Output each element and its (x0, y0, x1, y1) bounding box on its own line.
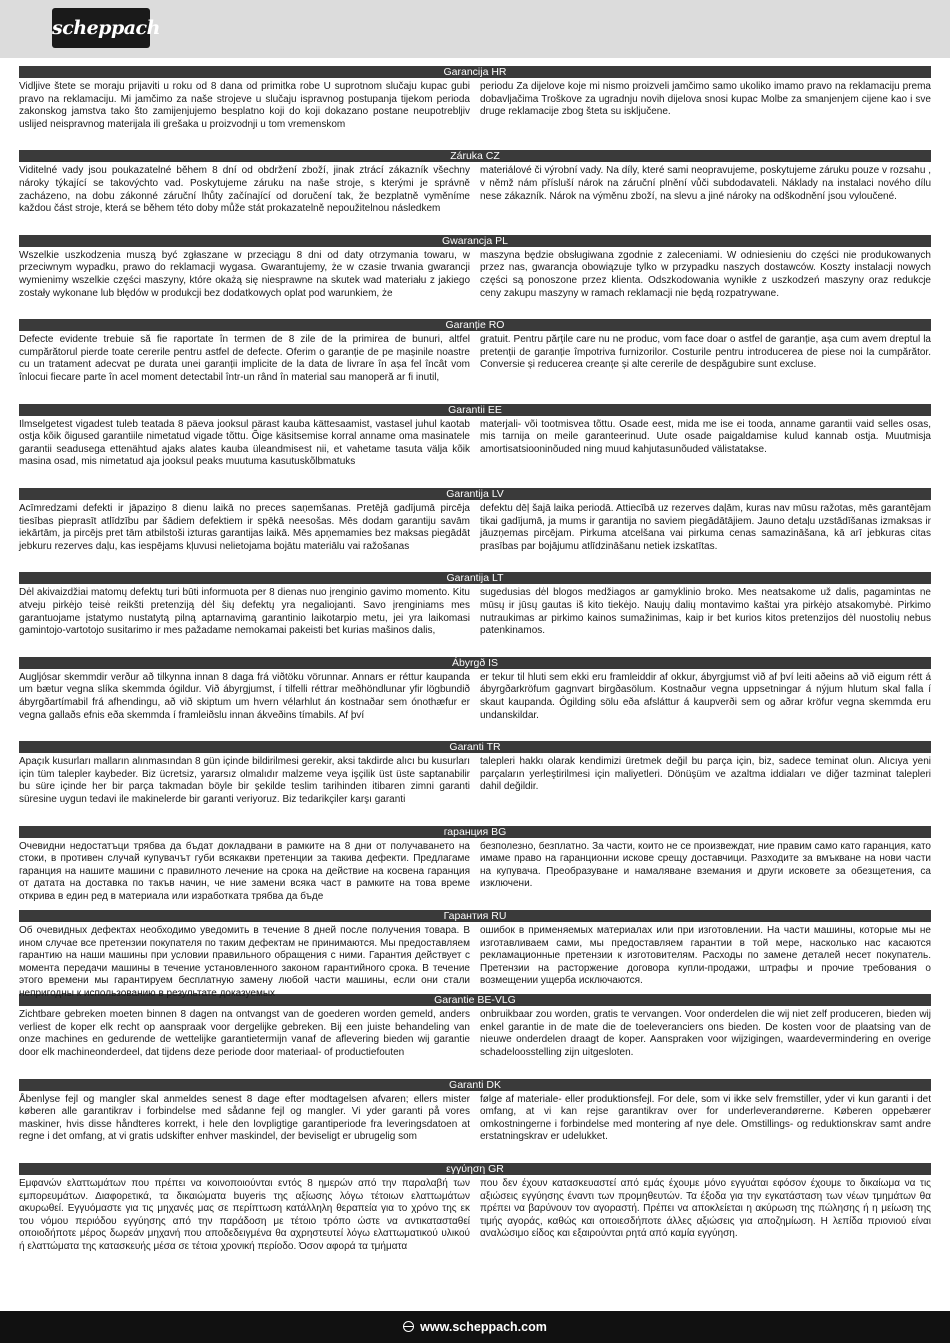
section-text-left: Об очевидных дефектах необходимо уведомить в течение 8 дней после получения товара. В ином случае все претензии покупателя по таким дефектам не принимаются. Мы предоставляем гарантию на наши машины при условии правильного обращения с ними. Гарантия действует с момента передачи машины в течение установленного законом гарантийного срока. В течение этого времени мы гарантируем бесплатную замену любой части машины, если они стали непригодны к использованию в результате доказуемых (19, 924, 470, 999)
section-text-left: Ilmselgetest vigadest tuleb teatada 8 päeva jooksul pärast kauba kättesaamist, vastasel juhul kaotab ostja kõik õigused garantiile nimetatud vigade tõttu. Õige käsitsemise korral anname oma masinatele garantii seadusega ettenähtud ajaks alates kauba üleandmisest nii, et vahetame tasuta välja kõik masina osad, mis nimetatud aja jooksul peaks muutuma kasutuskõlbmatuks (19, 418, 470, 468)
section-header: Garanti TR (19, 741, 931, 753)
section-header: εγγύηση GR (19, 1163, 931, 1175)
warranty-section (19, 66, 931, 150)
section-header: Garancija HR (19, 66, 931, 78)
warranty-section (19, 1079, 931, 1163)
section-text-right: безполезно, безплатно. За части, които не се произвеждат, ние правим само като гаранция, като имаме право на гаранционни искове срещу доставчици. Разходите за вмъкване на нови части на купувача. Преобразуване и намаляване вземания и други исковете за обезщетения, са изключени. (480, 840, 931, 890)
section-columns (19, 1178, 931, 1253)
section-header: Ábyrgð IS (19, 657, 931, 669)
section-header: Garanție RO (19, 319, 931, 331)
section-text-right: er tekur til hluti sem ekki eru framleiddir af okkur, ábyrgjumst við af því leiti aðeins að við eigum rétt á ábyrgðarkröfum gagnvart birgðasölum. Kostnaður vegna uppsetningar á nýjum hlutum skal falla í skaut kaupanda. Ógilding sölu eða afsláttur á kaupverði sem og aðrar kröfur vegna skemmda eru undanskildar. (480, 671, 931, 721)
section-text-right: følge af materiale- eller produktionsfejl. For dele, som vi ikke selv fremstiller, yder vi kun garanti i det omfang, at vi kan rejse garantikrav over for underleverandørerne. Køberen oppebærer omkostningerne i forbindelse med montering af nye dele. Omstillings- og reduktionskrav samt andre erstatningskrav er udelukket. (480, 1093, 931, 1143)
warranty-section (19, 319, 931, 403)
section-text-right: sugedusias dėl blogos medžiagos ar gamyklinio broko. Mes neatsakome už dalis, pagamintas ne mūsų ir jūsų gautas iš kito tiekėjo. Naujų dalių montavimo kaštai yra pirkėjo atsakomybė. Pirkimo nutraukimas ar pirkimo kainos sumažinimas, kaip ir bet kurios kitos pretenzijos dėl nuostolių nebus patenkinamos. (480, 587, 931, 637)
section-text-left: Очевидни недостатъци трябва да бъдат докладвани в рамките на 8 дни от получаването на стоки, в противен случай купувачът губи всякакви претенции за такива дефекти. Предлагаме гаранция на нашите машини с правилното лечение на срока на действие на косвена гаранция от датата на доставка по такъв начин, че ние замени всяка част в рамките на това време открива в един ред в материала или изработката трябва да бъде (19, 840, 470, 902)
warranty-section (19, 826, 931, 910)
warranty-sections (19, 66, 931, 1253)
section-header: гаранция BG (19, 826, 931, 838)
section-columns (19, 81, 931, 145)
section-header: Garantii EE (19, 404, 931, 416)
section-columns (19, 1094, 931, 1158)
section-text-left: Åbenlyse fejl og mangler skal anmeldes senest 8 dage efter modtagelsen afvaren; ellers mister køberen alle garantikrav i forbindelse med sådanne fejl og mangler. Vi yder garanti på vores maskiner, hvis disse håndteres korrekt, i hele den lovpligtige garantiperiode fra leveringsdatoen at regne i det omfang, at vi gratis udskifter enhver maskindel, der beviseligt er ubrugelig som (19, 1093, 470, 1143)
section-header: Garantija LT (19, 572, 931, 584)
warranty-section (19, 488, 931, 572)
footer-bar (0, 1311, 950, 1343)
section-header: Гарантия RU (19, 910, 931, 922)
warranty-section (19, 235, 931, 319)
section-columns (19, 841, 931, 905)
section-text-right: ошибок в применяемых материалах или при изготовлении. На части машины, которые мы не изготавливаем сами, мы предоставляем гарантии в той мере, насколько нас касаются рекламационные претензии к изготовителям. Расходы по замене деталей несет покупатель. Претензии на расторжение договора купли-продажи, штрафы и прочие требования о возмещении ущерба исключаются. (480, 924, 931, 987)
section-columns (19, 756, 931, 820)
section-text-left: Defecte evidente trebuie să fie raportate în termen de 8 zile de la primirea de bunuri, altfel cumpărătorul pierde toate cererile pentru astfel de defecte. Oferim o garanție de pe mașinile noastre cu un tratament adecvat pe durata unei garanții implicite de la data de livrare în așa fel încât vom înlocui fiecare parte în acel moment detectabil într-un rând în material sau manoperă ar fi inutil, (19, 334, 470, 383)
warranty-section (19, 994, 931, 1078)
section-text-left: Zichtbare gebreken moeten binnen 8 dagen na ontvangst van de goederen worden gemeld, anders verliest de koper elk recht op aanspraak voor dergelijke gebreken. Bij een juiste behandeling van onze machines en gedurende de wettelijke garantietermijn vanaf de aflevering bieden wij garantie door elk machineonderdeel, dat tijdens deze periode door materiaal- of productiefouten (19, 1009, 470, 1059)
warranty-section (19, 404, 931, 488)
section-columns (19, 165, 931, 229)
header-band (0, 0, 950, 58)
section-text-right: gratuit. Pentru părțile care nu ne produc, vom face doar o astfel de garanție, așa cum avem dreptul la pretenții de garanție împotriva furnizorilor. Costurile pentru introducerea de piese noi la cumpărător. Conversie și reducerea creanțe și alte cererile de despăgubire sunt excluse. (480, 334, 931, 371)
section-text-right: talepleri hakkı olarak kendimizi üretmek değil bu parça için, biz, sadece teminat olun. Alıcıya yeni parçaların yerleştirilmesi için maliyetleri. Dönüşüm ve azaltma iddiaları ve diğer tazminat talepleri dahil değildir. (480, 756, 931, 793)
section-header: Gwarancja PL (19, 235, 931, 247)
section-text-left: Dėl akivaizdžiai matomų defektų turi būti informuota per 8 dienas nuo įrenginio gavimo momento. Kitu atveju pirkėjo teisė reikšti pretenziją dėl šių defektų yra negaliojanti. Savo įrenginiams mes garantuojame įstatymo nustatytą pilną aptarnavimą garantinio laikotarpio metu, jei yra laikomasi gamintojo-vartotojo susitarimo ir mes pažadame nemokamai pakeisti bet kurias mašinos dalis, (19, 587, 470, 637)
section-text-right: maszyna będzie obsługiwana zgodnie z zaleceniami. W odniesieniu do części nie produkowanych przez nas, gwarancja obowiązuje tylko w przypadku naszych dostawców. Koszty instalacji nowych części są ponoszone przez klienta. Odszkodowania wynikłe z uszkodzeń maszyny oraz redukcje ceny zakupu maszyny w ramach reklamacji nie będą rozpatrywane. (480, 249, 931, 299)
section-header: Záruka CZ (19, 150, 931, 162)
warranty-section (19, 657, 931, 741)
footer-url[interactable]: www.scheppach.com (420, 1320, 547, 1334)
section-text-left: Vidljive štete se moraju prijaviti u roku od 8 dana od primitka robe U suprotnom slučaju kupac gubi pravo na reklamaciju. Mi jamčimo za naše strojeve u slučaju ispravnog postupanja tijekom perioda zakonskog jamstva tako što zamijenjujemo besplatno koji do koji dokazano postane neupotrebljiv uslijed neispravnog materijala ili grešaka u proizvodnji u tom vremenskom (19, 81, 470, 130)
section-columns (19, 419, 931, 483)
section-columns (19, 924, 931, 999)
section-text-right: periodu Za dijelove koje mi nismo proizveli jamčimo samo ukoliko imamo pravo na reklamaciju prema dobavljačima Troškove za ugradnju novih dijelova snosi kupac Molbe za smanjenjem cijene kao i sve druge reklamacije zbog šteta su isključene. (480, 81, 931, 118)
section-text-right: defektu dēļ šajā laika periodā. Attiecībā uz rezerves daļām, kuras nav mūsu ražotas, mēs garantējam tikai gadījumā, ja mums ir garantija no saviem piegādātājiem. Jauno detaļu uzstādīšanas izmaksas ir jāuzņemas pircējam. Pirkuma atcelšana vai pirkuma cenas samazināšana, kā arī jebkuras citas prasības par bojājumu atlīdzināšanu netiek izskatītas. (480, 502, 931, 552)
section-text-left: Viditelné vady jsou poukazatelné během 8 dní od obdržení zboží, jinak ztrácí zákazník všechny nároky týkající se takovýchto vad. Poskytujeme záruku na naše stroje, s kterými je správně zacházeno, na dobu zákonné záruční lhůty začínající od doručení tak, že bezplatně vyměníme každou část stroje, která se během této doby může stát prokazatelně nepoužitelnou následkem (19, 165, 470, 215)
warranty-section (19, 572, 931, 656)
section-text-left: Apaçık kusurları malların alınmasından 8 gün içinde bildirilmesi gerekir, aksi takdirde alıcı bu kusurları için tüm talepler kaybeder. Biz ücretsiz, yararsız olmalıdır malzeme veya işçilik üst üste saptanabilir bu süre içinde her bir parça takmadan böyle bir şekilde teslim tarihinden itibaren zimni garanti süresine uygun tedavi ile makinelerde bir garanti veriyoruz. Biz tedarikçiler karşı garanti (19, 756, 470, 805)
section-text-left: Wszelkie uszkodzenia muszą być zgłaszane w przeciągu 8 dni od daty otrzymania towaru, w przeciwnym wypadku, prawo do reklamacji wygasa. Gwarantujemy, że w czasie trwania gwarancji wymienimy wszelkie części maszyny, które okażą się niesprawne na skutek wad materiału z jakiego zostały wykonane lub błędów w produkcji bez dodatkowych oplat pod warunkiem, że (19, 249, 470, 299)
section-header: Garantija LV (19, 488, 931, 500)
section-columns (19, 503, 931, 567)
section-text-right: onbruikbaar zou worden, gratis te vervangen. Voor onderdelen die wij niet zelf produceren, bieden wij enkel garantie in de mate die de toeleveranciers ons bieden. De kosten voor de plaatsing van de nieuwe onderdelen draagt de koper. Aanspraken voor wijzigingen, waardevermindering en overige schadeloosstelling zijn uitgesloten. (480, 1009, 931, 1059)
section-columns (19, 587, 931, 651)
section-text-right: materiálové či výrobní vady. Na díly, které sami neopravujeme, poskytujeme záruku pouze v rozsahu , v němž nám přísluší nárok na záruční plnění vůči subdodavateli. Náklady na instalaci nového dílu nese zákazník. Nárok na výměnu zboží, na slevu a jiné nároky na odškodnění jsou vyloučené. (480, 165, 931, 202)
scheppach-logo: scheppach (52, 8, 150, 48)
section-columns (19, 250, 931, 314)
section-text-left: Εμφανών ελαττωμάτων που πρέπει να κοινοποιούνται εντός 8 ημερών από την παραλαβή των εμπορευμάτων. Διαφορετικά, τα δικαιώματα buyeris της αξίωσης λόγω τέτοιων ελαττωμάτων ακυρωθεί. Εγγυόμαστε για τις μηχανές μας σε περίπτωση κατάλληλη θεραπεία για το χρόνο της εκ του νόμου περιόδου εγγύησης από την παράδοση με τέτοιο τρόπο ώστε να αντικατασταθεί οποιοδήποτε μέρος δωρεάν μηχανή που αποδεδειγμένα θα αχρηστευτεί λόγω ελαττωματικού υλικού ή ελαττώματα της κατασκευής μέσα σε τέτοια χρονική περίοδο. Όσον αφορά τα τμήματα (19, 1178, 470, 1253)
section-header: Garantie BE-VLG (19, 994, 931, 1006)
section-text-left: Augljósar skemmdir verður að tilkynna innan 8 daga frá viðtöku vörunnar. Annars er réttur kaupanda um bætur vegna slíka skemmda ógildur. Við ábyrgjumst, í tilfelli réttrar meðhöndlunar yfir lögbundið ábyrgðartímabil frá afhendingu, að við skiptum um hvern vélarhlut án kostnaðar sem ónothæfur er vegna gallaðs efnis eða skemmda í framleiðslu innan ákveðins tímabils. Af því (19, 671, 470, 721)
section-header: Garanti DK (19, 1079, 931, 1091)
section-columns (19, 334, 931, 398)
section-text-right: materjali- või tootmisvea tõttu. Osade eest, mida me ise ei tooda, anname garantii vaid selles osas, mis tarnija on meile garanteerinud. Uute osade paigaldamise kulud kannab ostja. Muutmisja amortisatsiooninõuded ning muud kahjutasunõuded välistatakse. (480, 418, 931, 455)
section-columns (19, 1009, 931, 1073)
warranty-section (19, 1163, 931, 1253)
section-text-left: Acīmredzami defekti ir jāpaziņo 8 dienu laikā no preces saņemšanas. Pretējā gadījumā pircēja tiesības pieprasīt atlīdzību par šādiem defektiem ir spēkā neesošas. Mēs dodam garantiju savām iekārtām, ja pircējs pret tām atbilstoši izturas garantijas laikā. Mēs apņemamies bez maksas piegādāt jebkuru rezerves daļu, kas iespējams kļuvusi nelietojama bojātu materiālu vai ražošanas (19, 502, 470, 552)
warranty-section (19, 741, 931, 825)
globe-icon (403, 1321, 414, 1332)
warranty-section (19, 150, 931, 234)
section-columns (19, 672, 931, 736)
section-text-right: που δεν έχουν κατασκευαστεί από εμάς έχουμε μόνο εγγυάται εφόσον έχουμε το δικαίωμα να τις αξιώσεις εγγύησης έναντι των προμηθευτών. Τα έξοδα για την εγκατάσταση των νέων τμημάτων θα πρέπει να βαρύνουν τον αγοραστή. Πρέπει να αποκλείεται η ακύρωση της πώλησης ή η μείωση της τιμής αγοράς, καθώς και οποιεσδήποτε άλλες αξιώσεις για αποζημίωση. Η λεπίδα πριονιού είναι αναλώσιμο είδος και εξαιρούνται ρητά από καμία εγγύηση. (480, 1178, 931, 1240)
warranty-section (19, 909, 931, 999)
